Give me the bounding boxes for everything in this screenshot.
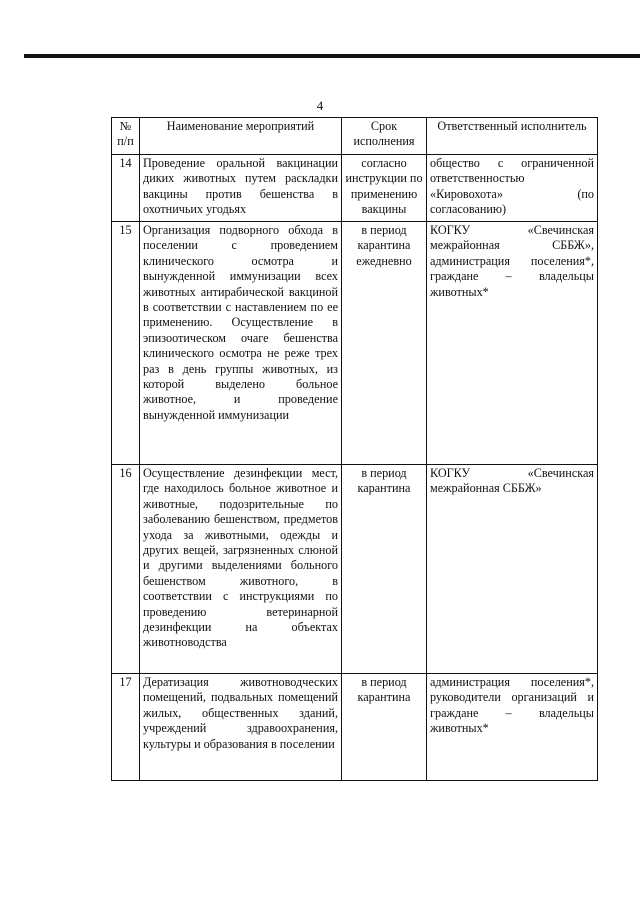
row-name: Дератизация животноводческих помещений, подвальных помещений жилых, общественных зданий, учреждений здравоохранения, культуры и образования в поселении <box>140 674 342 781</box>
top-rule <box>24 54 640 58</box>
table-row <box>112 155 598 222</box>
row-responsible: КОГКУ «Свечинская межрайонная СББЖ», администрация поселения*, граждане – владельцы животных* <box>427 222 598 465</box>
row-name: Осуществление дезинфекции мест, где находилось больное животное и животные, подозрительные по заболеванию бешенством, предметов ухода за животными, одежды и других вещей, загрязненных слюной и другими выделениями больного бешенством животного, в соответствии с инструкциями по проведению ветеринарной дезинфекции на объектах животноводства <box>140 465 342 674</box>
row-term: согласно инструкции по применению вакцины <box>342 155 427 222</box>
table-header-row <box>112 118 598 155</box>
row-num: 15 <box>112 222 140 465</box>
header-name: Наименование мероприятий <box>140 118 342 155</box>
page-number: 4 <box>316 98 324 113</box>
header-responsible: Ответственный исполнитель <box>427 118 598 155</box>
table-row <box>112 222 598 465</box>
table-row <box>112 674 598 781</box>
header-num: № п/п <box>112 118 140 155</box>
row-term: в период карантина <box>342 674 427 781</box>
row-num: 16 <box>112 465 140 674</box>
row-num: 14 <box>112 155 140 222</box>
measures-table <box>111 117 598 781</box>
row-term: в период карантина <box>342 465 427 674</box>
row-name: Организация подворного обхода в поселении с проведением клинического осмотра и вынужденной иммунизации всех животных антирабической вакциной в соответствии с наставлением по ее применению. Осуществление в эпизоотическом очаге бешенства клинического осмотра не реже трех раз в день группы животных, из которой выделено больное животное, и проведение вынужденной иммунизации <box>140 222 342 465</box>
row-num: 17 <box>112 674 140 781</box>
row-name: Проведение оральной вакцинации диких животных путем раскладки вакцины против бешенства в охотничьих угодьях <box>140 155 342 222</box>
row-responsible: КОГКУ «Свечинская межрайонная СББЖ» <box>427 465 598 674</box>
header-term: Срок исполнения <box>342 118 427 155</box>
table-row <box>112 465 598 674</box>
row-term: в период карантина ежедневно <box>342 222 427 465</box>
row-responsible: администрация поселения*, руководители организаций и граждане – владельцы животных* <box>427 674 598 781</box>
row-responsible: общество с ограниченной ответственностью «Кировохота» (по согласованию) <box>427 155 598 222</box>
